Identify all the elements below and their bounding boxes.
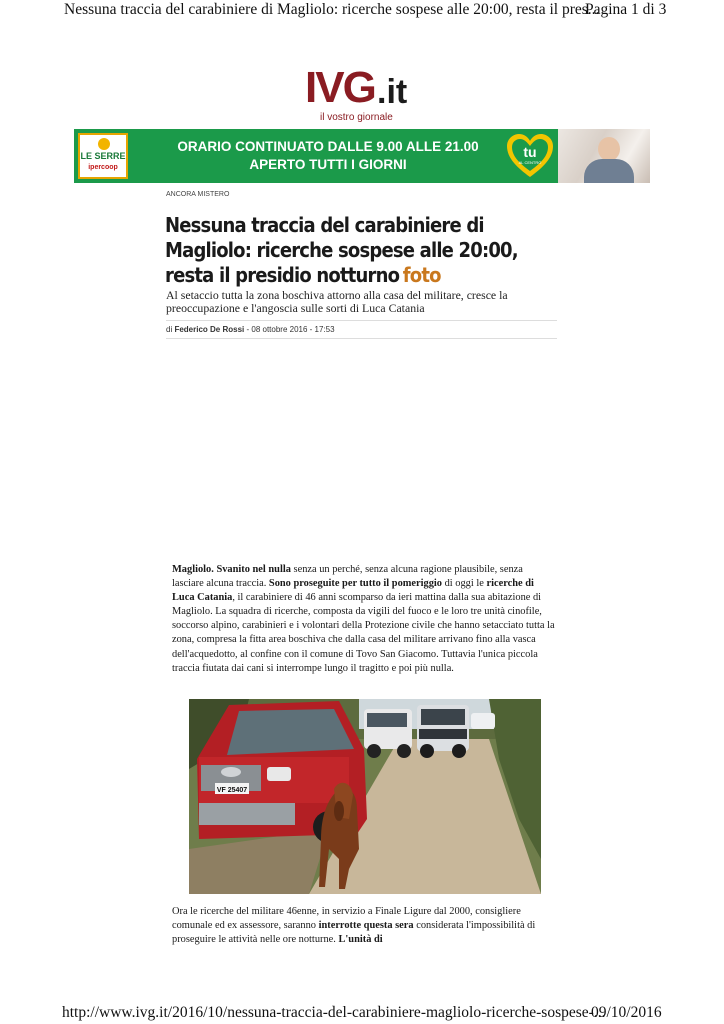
headline-text: Nessuna traccia del carabiniere di Magliolo: ricerche sospese alle 20:00, resta il presidio notturno bbox=[165, 213, 518, 287]
text-bold: Magliolo. Svanito nel nulla bbox=[172, 564, 291, 575]
heart-icon bbox=[506, 133, 554, 179]
text-bold: Sono proseguite per tutto il pomeriggio bbox=[268, 578, 443, 590]
ipercoop-name: ipercoop bbox=[88, 164, 118, 171]
article-photo[interactable] bbox=[189, 699, 541, 894]
text-run: considerata l'impossibilità di proseguire le attività nelle ore notturne. bbox=[172, 920, 536, 946]
article-kicker: ANCORA MISTERO bbox=[166, 191, 230, 198]
divider bbox=[166, 320, 557, 321]
article-byline bbox=[166, 325, 335, 334]
person-face bbox=[598, 137, 620, 161]
le-serre-name: LE SERRE bbox=[80, 151, 126, 161]
logo-suffix: .it bbox=[377, 73, 408, 111]
banner-photo bbox=[558, 129, 650, 183]
advertisement-banner[interactable] bbox=[74, 129, 650, 183]
heart-sub: AL CENTRO bbox=[518, 160, 542, 165]
search-scene-illustration bbox=[189, 699, 541, 894]
banner-line-1: ORARIO CONTINUATO DALLE 9.00 ALLE 21.00 bbox=[177, 139, 479, 154]
text-bold: ricerche di Luca Catania bbox=[172, 578, 534, 604]
print-header-title: Nessuna traccia del carabiniere di Magliolo: ricerche sospese alle 20:00, resta il pres... bbox=[64, 1, 600, 18]
article-paragraph-1 bbox=[172, 563, 556, 676]
text-bold: L'unità di bbox=[338, 934, 383, 946]
photo-gallery-link[interactable]: foto bbox=[402, 263, 441, 287]
license-plate: VF 25407 bbox=[216, 787, 248, 794]
sun-icon bbox=[98, 138, 110, 150]
heart-text: tu bbox=[523, 144, 537, 160]
byline-prefix: di bbox=[166, 325, 175, 334]
le-serre-logo bbox=[78, 133, 128, 179]
print-header bbox=[0, 0, 724, 22]
text-run: , il carabiniere di 46 anni scomparso da ieri mattina dalla sua abitazione di Magliolo. La squadra di ricerche, composta da vigili del fuoco e le loro tre unità cinofile, soccorso alpino, carabinieri e i volontari della Protezione civile che hanno setacciato tutta la zona, compresa la fitta area boschiva che dalla casa del militare arrivano fino alla vasca dell'acquedotto, al confine con il comune di Tovo San Giacomo. Tuttavia l'unica piccola traccia fiutata dai cani si interrompe lungo il tragitto e poi più nulla. bbox=[172, 592, 555, 674]
print-page-number: Pagina 1 di 3 bbox=[585, 1, 667, 18]
article-date: - 08 ottobre 2016 - 17:53 bbox=[244, 325, 335, 334]
logo-tagline: il vostro giornale bbox=[320, 112, 393, 123]
text-bold: interrotte questa sera bbox=[318, 920, 414, 932]
print-footer-url: http://www.ivg.it/2016/10/nessuna-traccia-del-carabiniere-magliolo-ricerche-sospese-... bbox=[62, 1004, 606, 1021]
article-paragraph-2 bbox=[172, 905, 556, 947]
print-footer bbox=[0, 1004, 724, 1024]
site-logo[interactable] bbox=[300, 63, 424, 126]
text-run: Ora le ricerche del militare 46enne, in servizio a Finale Ligure dal 2000, consigliere comunale ed ex assessore, saranno bbox=[172, 906, 521, 932]
author-link[interactable]: Federico De Rossi bbox=[174, 325, 245, 334]
article-headline bbox=[165, 213, 525, 288]
text-run: senza un perché, senza alcuna ragione plausibile, senza lasciare alcuna traccia. bbox=[172, 564, 523, 590]
print-footer-date: 09/10/2016 bbox=[591, 1004, 662, 1021]
person-body bbox=[584, 159, 634, 183]
banner-line-2: APERTO TUTTI I GIORNI bbox=[249, 157, 407, 172]
article-subhead: Al setaccio tutta la zona boschiva attorno alla casa del militare, cresce la preoccupazione e l'angoscia sulle sorti di Luca Catania bbox=[166, 288, 508, 315]
logo-main: IVG bbox=[305, 63, 375, 112]
text-run: di oggi le bbox=[442, 578, 487, 590]
divider bbox=[166, 338, 557, 339]
